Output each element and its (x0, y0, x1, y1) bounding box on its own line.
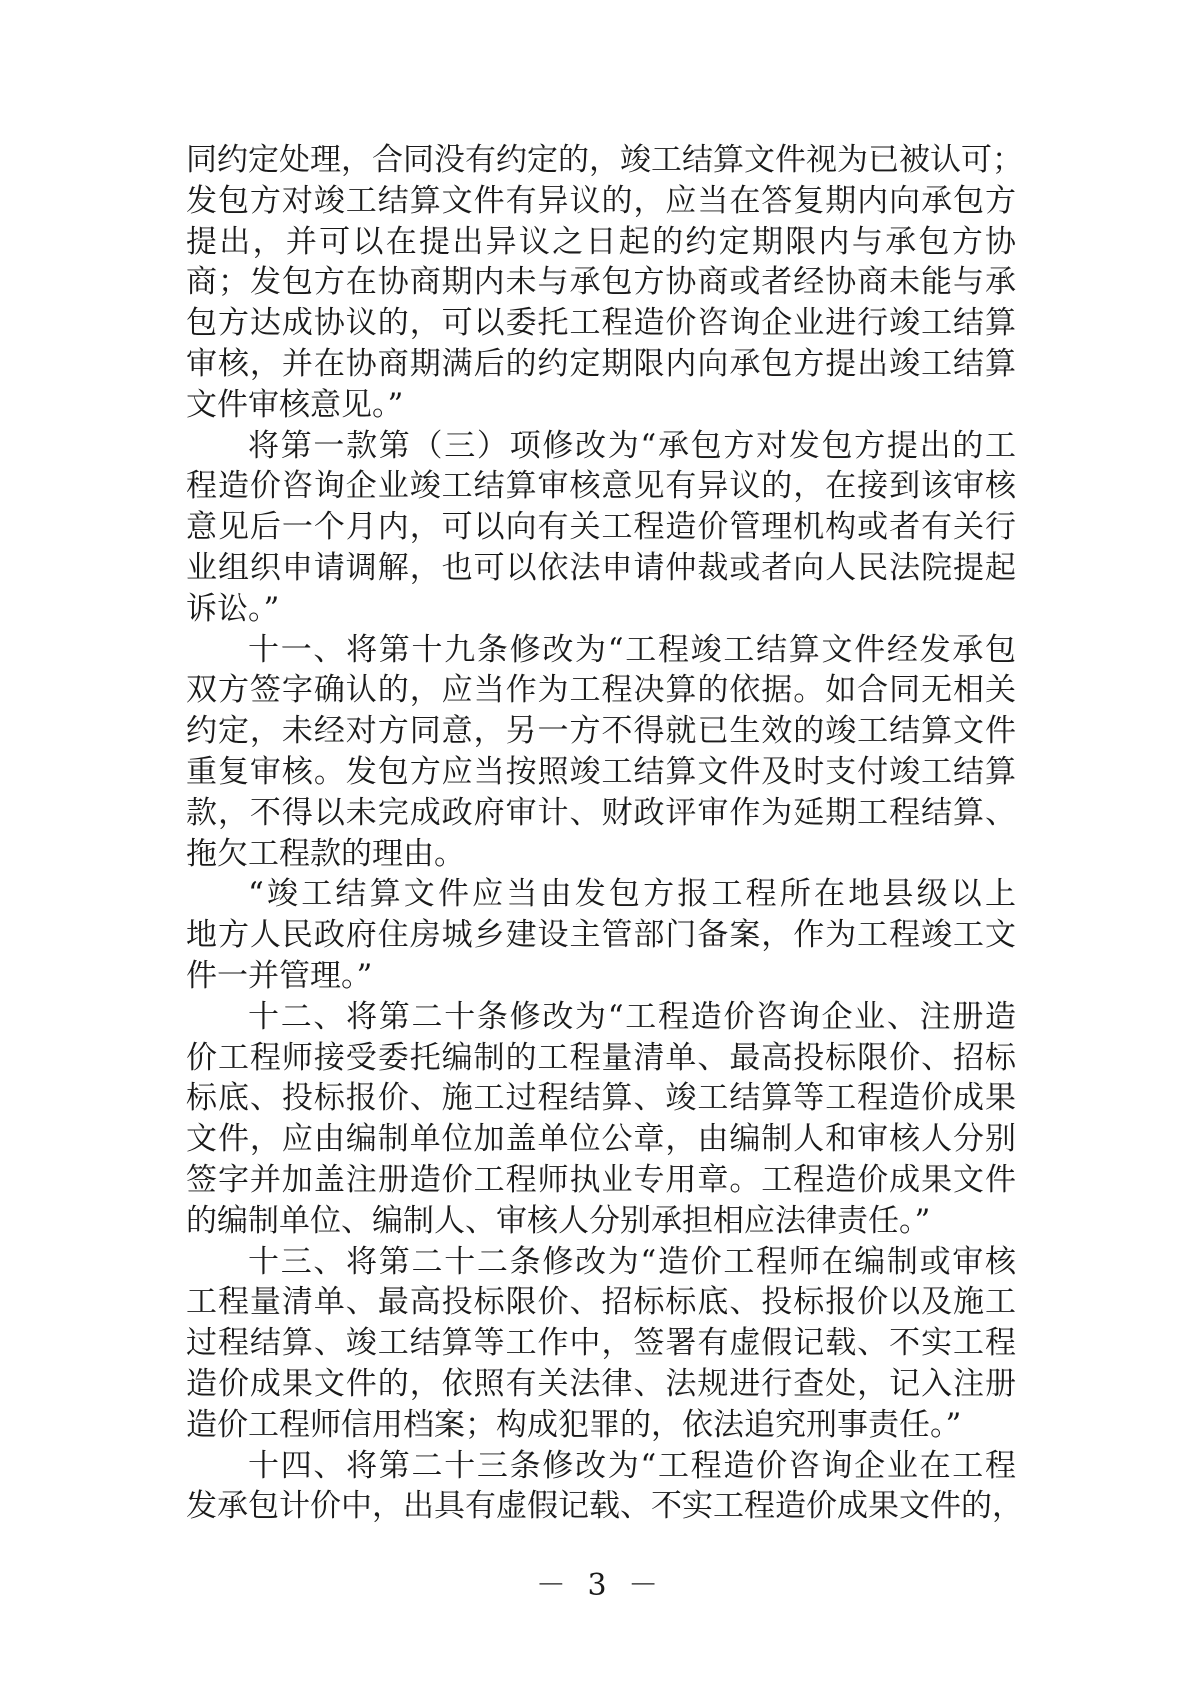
text-line: 程造价咨询企业竣工结算审核意见有异议的，在接到该审核 (186, 468, 1016, 505)
text-line: 标底、投标报价、施工过程结算、竣工结算等工程造价成果 (186, 1080, 1016, 1117)
paragraph (186, 874, 1016, 996)
text-line: 十二、将第二十条修改为“工程造价咨询企业、注册造 (248, 998, 1016, 1035)
text-line: 十一、将第十九条修改为“工程竣工结算文件经发承包 (248, 631, 1016, 668)
text-line: 地方人民政府住房城乡建设主管部门备案，作为工程竣工文 (186, 917, 1016, 954)
paragraph (186, 630, 1016, 875)
text-line: 发承包计价中，出具有虚假记载、不实工程造价成果文件的， (186, 1488, 1023, 1525)
text-line: 拖欠工程款的理由。 (186, 835, 465, 872)
text-line: 商；发包方在协商期内未与承包方协商或者经协商未能与承 (186, 264, 1016, 301)
text-line: 将第一款第（三）项修改为“承包方对发包方提出的工 (248, 427, 1016, 464)
paragraph (186, 1242, 1016, 1446)
text-line: 同约定处理，合同没有约定的，竣工结算文件视为已被认可； (186, 142, 1023, 178)
text-line: 文件审核意见。” (186, 386, 404, 423)
text-line: 造价成果文件的，依照有关法律、法规进行查处，记入注册 (186, 1365, 1016, 1402)
document-body (186, 140, 1023, 1527)
text-line: 审核，并在协商期满后的约定期限内向承包方提出竣工结算 (186, 345, 1016, 382)
text-line: 造价工程师信用档案；构成犯罪的，依法追究刑事责任。” (186, 1406, 962, 1443)
text-line: 文件，应由编制单位加盖单位公章，由编制人和审核人分别 (186, 1121, 1016, 1158)
text-line: 款，不得以未完成政府审计、财政评审作为延期工程结算、 (186, 794, 1016, 831)
text-line: 业组织申请调解，也可以依法申请仲裁或者向人民法院提起 (186, 549, 1016, 586)
text-line: 工程量清单、最高投标限价、招标标底、投标报价以及施工 (186, 1284, 1016, 1321)
paragraph (186, 140, 1023, 426)
text-line: 件一并管理。” (186, 957, 373, 994)
text-line: 的编制单位、编制人、审核人分别承担相应法律责任。” (186, 1202, 931, 1239)
text-line: 包方达成协议的，可以委托工程造价咨询企业进行竣工结算 (186, 305, 1016, 342)
paragraph (186, 1446, 1023, 1528)
text-line: 重复审核。发包方应当按照竣工结算文件及时支付竣工结算 (186, 753, 1016, 790)
text-line: 十四、将第二十三条修改为“工程造价咨询企业在工程 (248, 1447, 1016, 1484)
text-line: 双方签字确认的，应当作为工程决算的依据。如合同无相关 (186, 672, 1016, 709)
text-line: 发包方对竣工结算文件有异议的，应当在答复期内向承包方 (186, 182, 1016, 219)
text-line: 签字并加盖注册造价工程师执业专用章。工程造价成果文件 (186, 1161, 1016, 1198)
text-line: 提出，并可以在提出异议之日起的约定期限内与承包方协 (186, 223, 1016, 260)
text-line: 诉讼。” (186, 590, 280, 627)
paragraph (186, 426, 1016, 630)
page-number: － 3 － (535, 1568, 665, 1603)
text-line: 价工程师接受委托编制的工程量清单、最高投标限价、招标 (186, 1039, 1016, 1076)
text-line: 约定，未经对方同意，另一方不得就已生效的竣工结算文件 (186, 713, 1016, 750)
text-line: 过程结算、竣工结算等工作中，签署有虚假记载、不实工程 (186, 1325, 1016, 1362)
paragraph (186, 997, 1016, 1242)
text-line: 意见后一个月内，可以向有关工程造价管理机构或者有关行 (186, 509, 1016, 546)
text-line: “竣工结算文件应当由发包方报工程所在地县级以上 (248, 876, 1016, 913)
text-line: 十三、将第二十二条修改为“造价工程师在编制或审核 (248, 1243, 1016, 1280)
